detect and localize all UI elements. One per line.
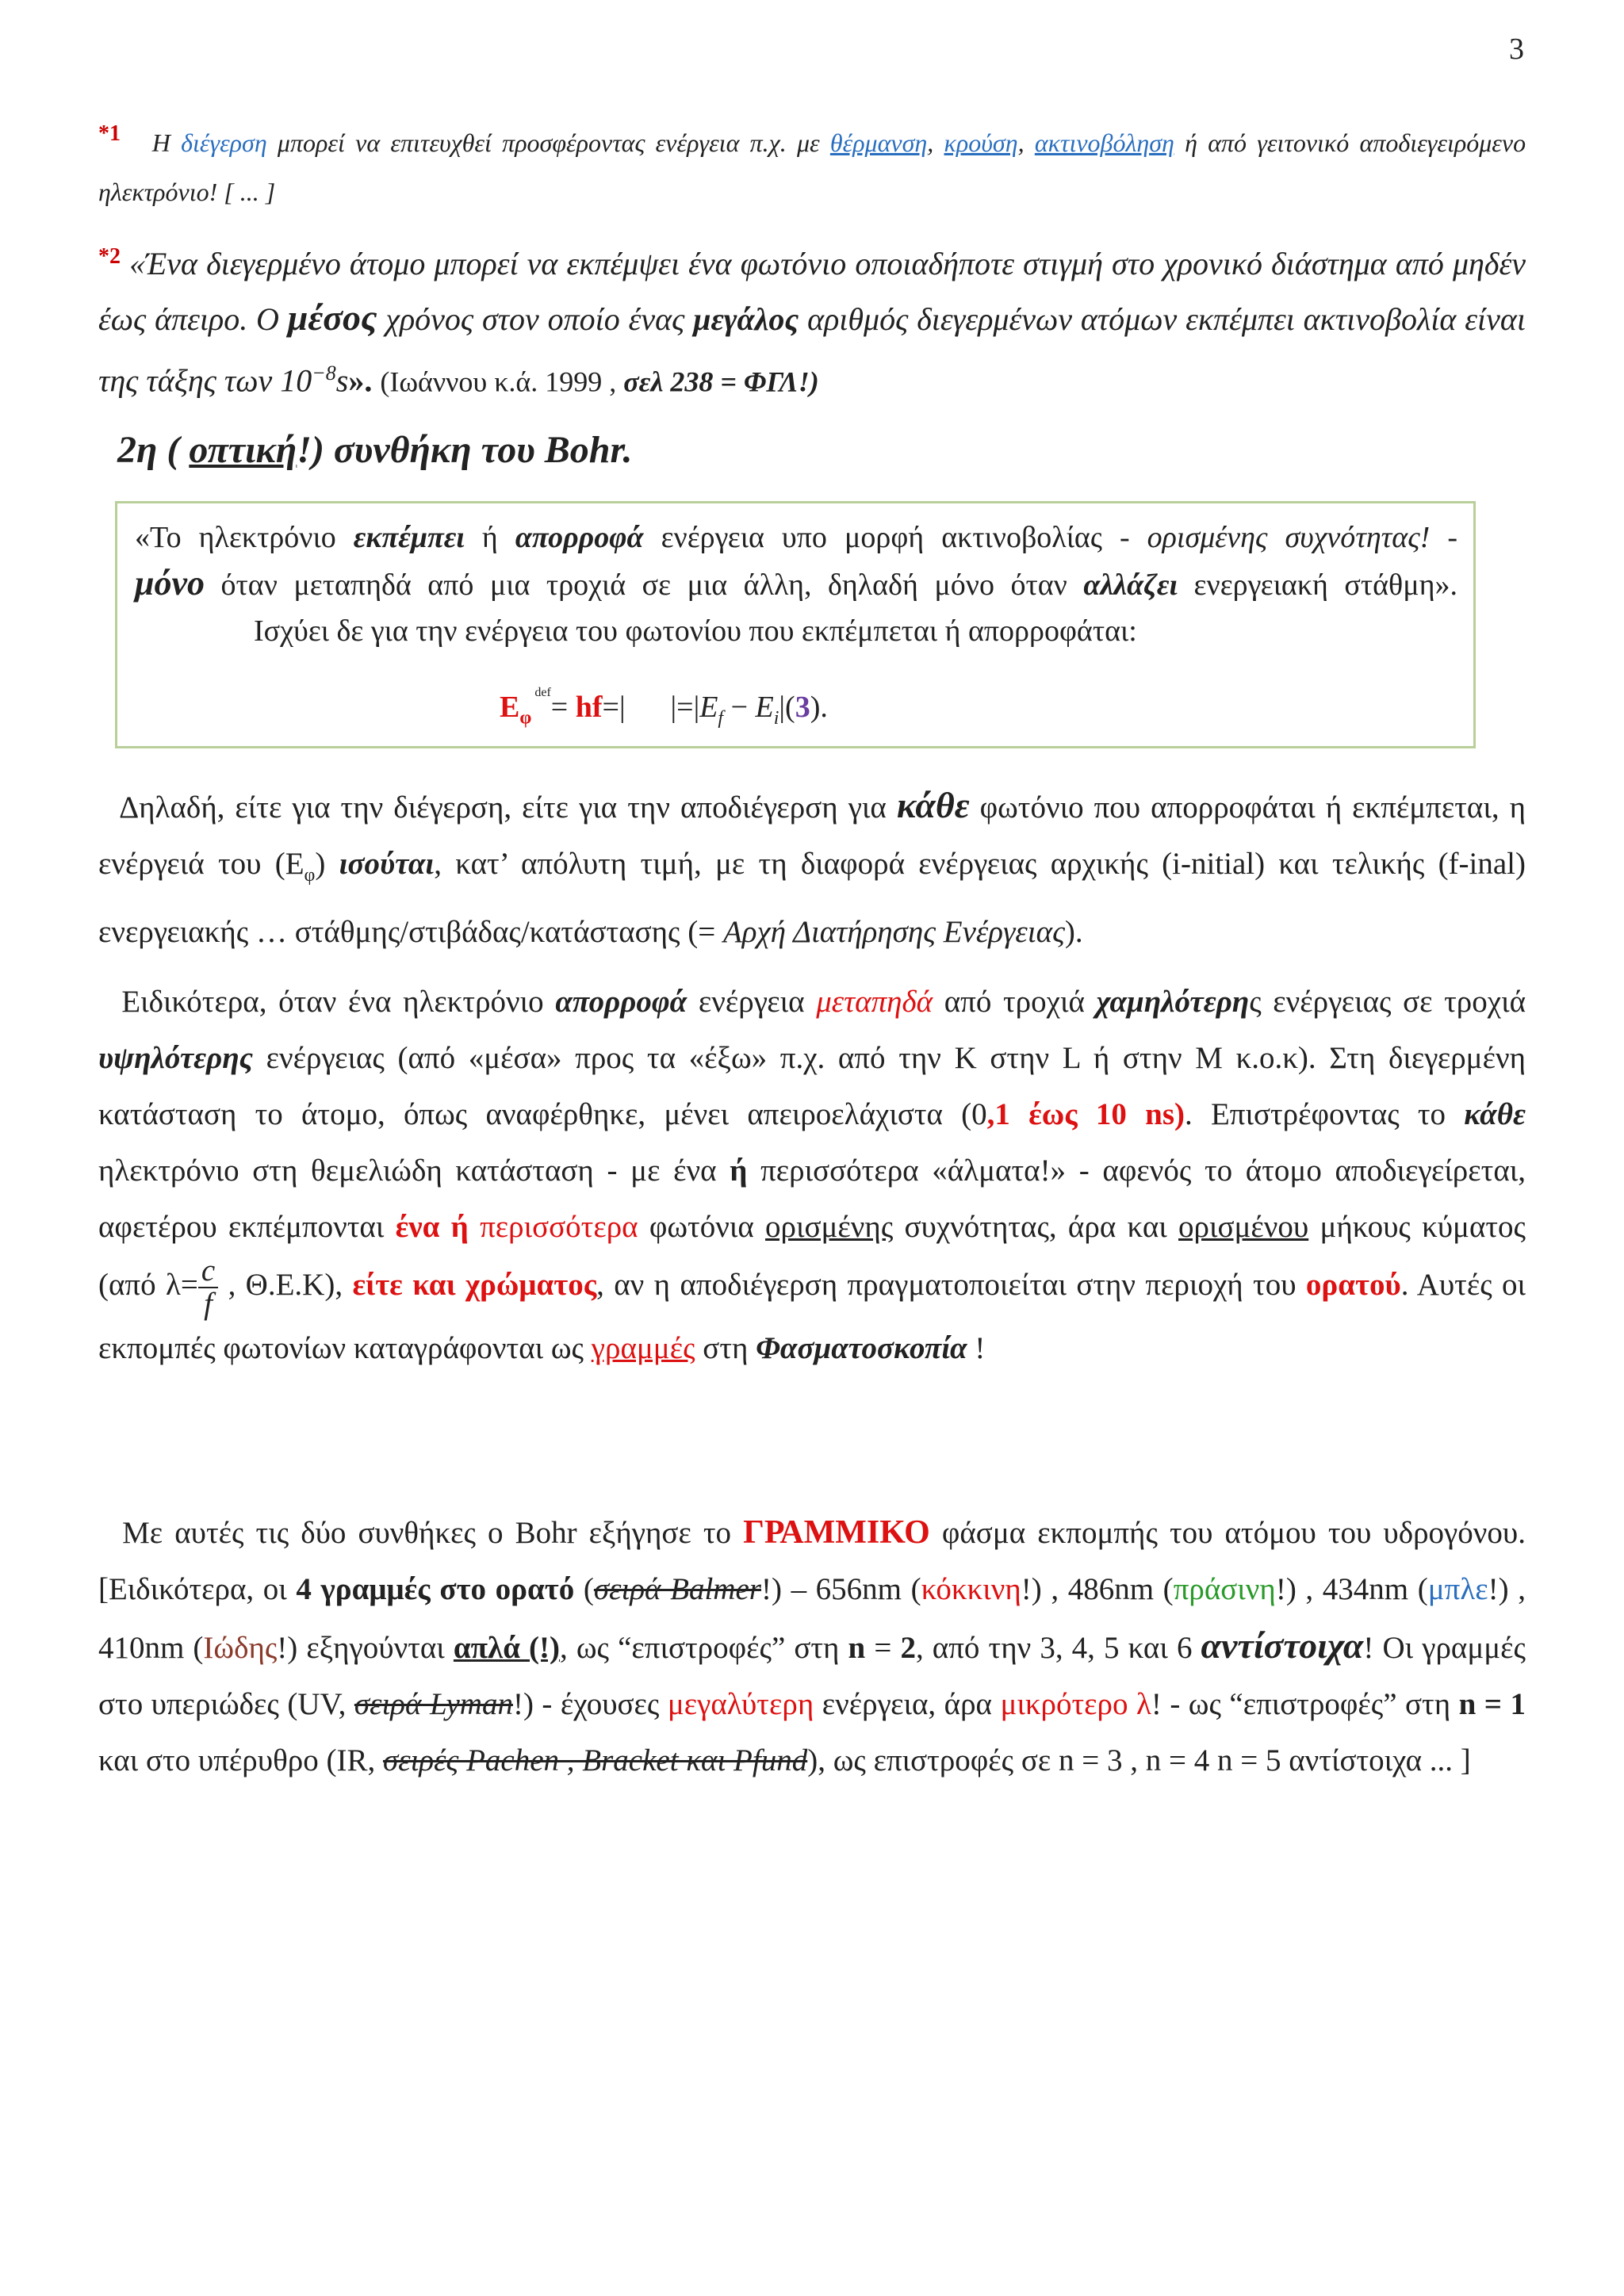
box-line-2: μόνο όταν μεταπηδά από μια τροχιά σε μια άλλη, δηλαδή μόνο όταν αλλάζει ενεργειακή στάθμη». [135, 564, 1457, 603]
energy-formula: $E_\varphi^{def}= hf=|$ $|=|E_f - E_i|(3)$. [500, 686, 828, 729]
footnote-marker: *1 [98, 121, 121, 146]
link-thermansi[interactable]: θέρμανση [829, 128, 928, 157]
citation: (Ιωάννου κ.ά. 1999 , [380, 365, 624, 398]
bohr-condition-box [115, 501, 1476, 748]
box-line-1: «Το ηλεκτρόνιο εκπέμπει ή απορροφά ενέργεια υπο μορφή ακτινοβολίας - ορισμένης συχνότητας! - [135, 521, 1458, 554]
link-krousi[interactable]: κρούση [944, 128, 1018, 157]
footnote-2: $^{*2}$ «Ένα διεγερμένο άτομο μπορεί να εκπέμψει ένα φωτόνιο οποιαδήποτε στιγμή στο χρονικό διάστημα από μηδέν έως άπειρο. Ο μέσος χρόνος στον οποίο ένας μεγάλος αριθμός διεγερμένων ατόμων εκπέμπει ακτινοβολία είναι της τάξης των $10^{-8}s$». (Ιωάννου κ.ά. 1999 , σελ 238 = ΦΓΛ!) [98, 244, 1526, 399]
footnote-marker: *2 [98, 244, 121, 269]
box-line-3: Ισχύει δε για την ενέργεια του φωτονίου που εκπέμπεται ή απορροφάται: [254, 614, 1137, 648]
citation-page: σελ 238 = ΦΓΛ!) [623, 365, 819, 398]
section-heading: 2η ( οπτική!) συνθήκη του Bohr. [117, 429, 633, 471]
footnote-1: *1 Η διέγερση μπορεί να επιτευχθεί προσφέροντας ενέργεια π.χ. με θέρμανση, κρούση, ακτινοβόληση ή από γειτονικό αποδιεγειρόμενο ηλεκτρόνιο! [ ... ] [98, 121, 1526, 206]
paragraph-2: Ειδικότερα, όταν ένα ηλεκτρόνιο απορροφά ενέργεια μεταπηδά από τροχιά χαμηλότερης ενέργειας σε τροχιά υψηλότερης ενέργειας (από «μέσα» προς τα «έξω» π.χ. από την K στην L ή στην M κ.ο.κ). Στη διεγερμένη κατάσταση το άτομο, όπως αναφέρθηκε, μένει απειροελάχιστα (0,1 έως 10 ns). Επιστρέφοντας το κάθε ηλεκτρόνιο στη θεμελιώδη κατάσταση - με ένα ή περισσότερα «άλματα!» - αφενός το άτομο αποδιεγείρεται, αφετέρου εκπέμπονται ένα ή περισσότερα φωτόνια ορισμένης συχνότητας, άρα και ορισμένου μήκους κύματος (από λ= $\frac{c}{f}$ , Θ.Ε.Κ), είτε και χρώματος, αν η αποδιέγερση πραγματοποιείται στην περιοχή του ορατού. Αυτές οι εκπομπές φωτονίων καταγράφονται ως γραμμές στη Φασματοσκοπία ! [98, 985, 1526, 1365]
paragraph-1: Δηλαδή, είτε για την διέγερση, είτε για την αποδιέγερση για κάθε φωτόνιο που απορροφάται ή εκπέμπεται, η ενέργειά του $(E_\varphi)$ ισούται, κατ’ απόλυτη τιμή, με τη διαφορά ενέργειας αρχικής (i-nitial) και τελικής (f-inal) ενεργειακής … στάθμης/στιβάδας/κατάστασης (= Αρχή Διατήρησης Ενέργειας). [98, 785, 1526, 949]
term-diegersi: διέγερση [181, 128, 267, 157]
paragraph-3: Με αυτές τις δύο συνθήκες ο Bohr εξήγησε το ΓΡΑΜΜΙΚΟ φάσμα εκπομπής του ατόμου του υδρογόνου. [Ειδικότερα, οι 4 γραμμές στο ορατό (σειρά Balmer!) – 656nm (κόκκινη!) , 486nm (πράσινη!) , 434nm (μπλε!) , 410nm (Ιώδης!) εξηγούνται απλά (!), ως “επιστροφές” στη n = 2, από την 3, 4, 5 και 6 αντίστοιχα! Οι γραμμές στο υπεριώδες (UV, σειρά Lyman!) - έχουσες μεγαλύτερη ενέργεια, άρα μικρότερο λ! - ως “επιστροφές” στη n = 1 και στο υπέρυθρο (IR, σειρές Pachen , Bracket και Pfund), ως επιστροφές σε n = 3 , n = 4 n = 5 αντίστοιχα ... ] [98, 1514, 1526, 1777]
page-number: 3 [1509, 33, 1524, 66]
link-aktinovolisi[interactable]: ακτινοβόληση [1034, 128, 1174, 157]
wavelength-fraction: $\frac{c}{f}$ [198, 1255, 218, 1320]
